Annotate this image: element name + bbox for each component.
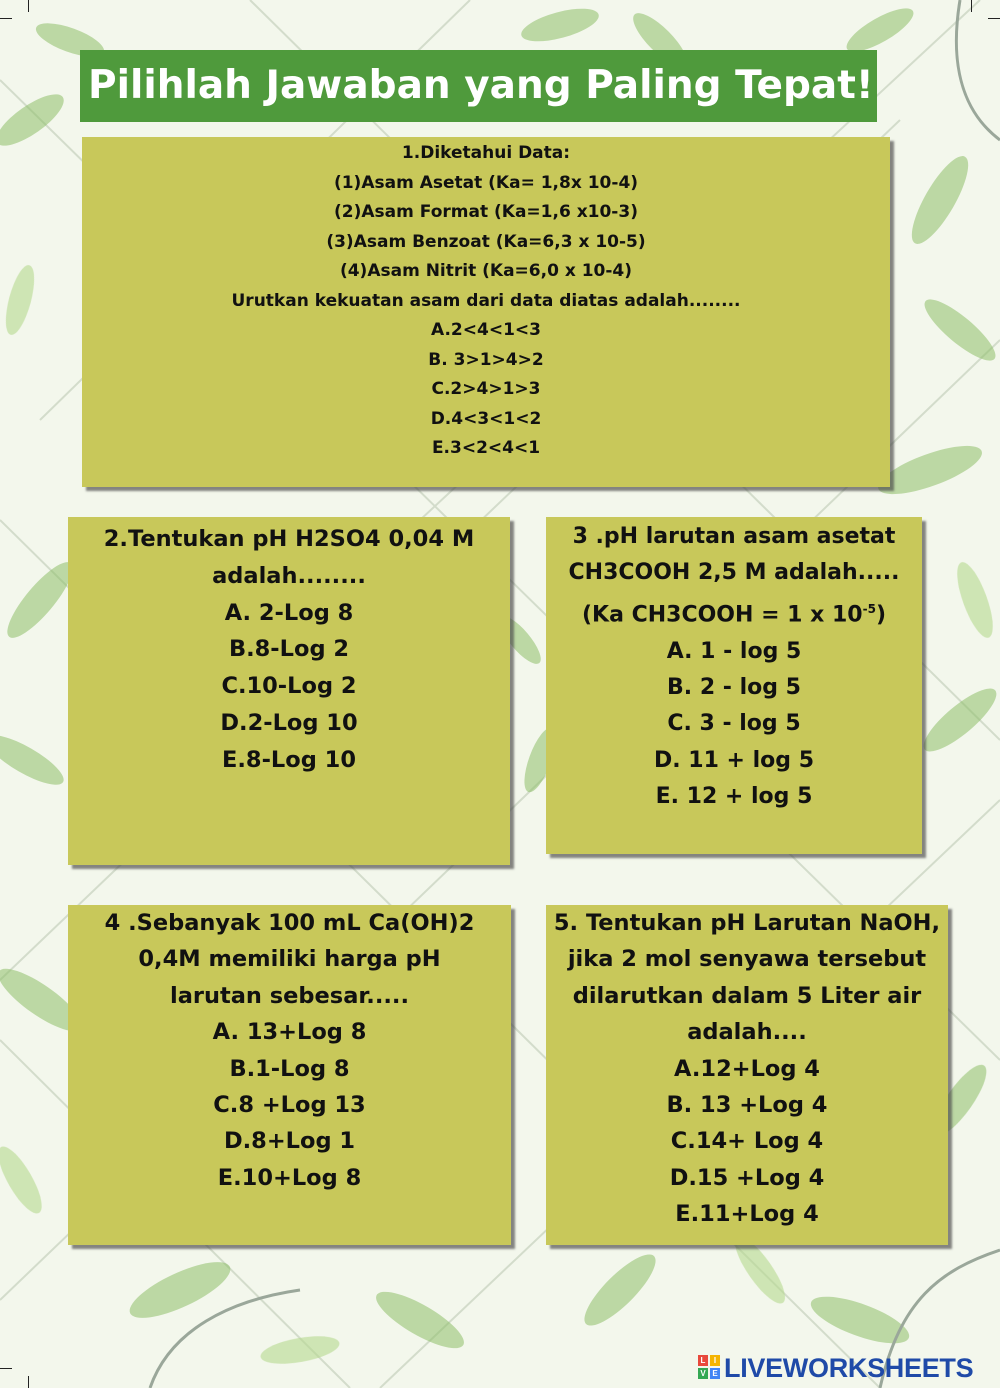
answer-option-b[interactable]: B. 2 - log 5 (667, 675, 801, 701)
question-card-4 (68, 905, 511, 1245)
answer-option-d[interactable]: D.4<3<1<2 (430, 408, 542, 429)
question-text: 5. Tentukan pH Larutan NaOH, (553, 910, 941, 936)
answer-option-c[interactable]: C.8 +Log 13 (213, 1092, 366, 1119)
question-text: 1.Diketahui Data: (401, 143, 571, 163)
answer-option-d[interactable]: D. 11 + log 5 (653, 747, 814, 773)
crop-mark (28, 1376, 29, 1388)
answer-option-e[interactable]: E. 12 + log 5 (655, 783, 813, 809)
answer-option-e[interactable]: E.3<2<4<1 (431, 438, 541, 458)
answer-option-e[interactable]: E.11+Log 4 (675, 1201, 819, 1228)
question-text: adalah.... (687, 1019, 807, 1046)
answer-option-c[interactable]: C.14+ Log 4 (670, 1128, 824, 1155)
question-text: 0,4M memiliki harga pH (138, 946, 441, 973)
answer-option-b[interactable]: B. 3>1>4>2 (428, 349, 544, 370)
answer-option-c[interactable]: C.2>4>1>3 (431, 379, 541, 399)
question-text: 3 .pH larutan asam asetat (572, 524, 896, 549)
answer-option-d[interactable]: D.8+Log 1 (223, 1128, 356, 1155)
answer-option-a[interactable]: A. 13+Log 8 (212, 1019, 367, 1046)
question-text: jika 2 mol senyawa tersebut (567, 946, 927, 973)
question-text: CH3COOH 2,5 M adalah..... (568, 560, 900, 586)
answer-option-a[interactable]: A. 2-Log 8 (224, 599, 354, 626)
liveworksheets-footer[interactable] (698, 1354, 973, 1382)
question-text: larutan sebesar..... (169, 982, 410, 1009)
question-text: dilarutkan dalam 5 Liter air (572, 982, 922, 1009)
question-text: 4 .Sebanyak 100 mL Ca(OH)2 (104, 910, 475, 936)
answer-option-e[interactable]: E.8-Log 10 (222, 746, 356, 773)
question-card-5 (546, 905, 948, 1245)
question-text: (4)Asam Nitrit (Ka=6,0 x 10-4) (339, 261, 633, 281)
answer-option-a[interactable]: A.2<4<1<3 (431, 320, 541, 340)
question-card-3 (546, 517, 922, 854)
answer-option-a[interactable]: A.12+Log 4 (674, 1055, 820, 1082)
answer-option-b[interactable]: B.8-Log 2 (228, 636, 350, 663)
liveworksheets-logo-icon: L I V E (698, 1355, 722, 1381)
question-card-1 (82, 137, 890, 487)
question-text: (3)Asam Benzoat (Ka=6,3 x 10-5) (326, 231, 646, 252)
crop-mark (0, 1368, 12, 1369)
answer-option-c[interactable]: C. 3 - log 5 (667, 711, 801, 737)
page-title: Pilihlah Jawaban yang Paling Tepat! (80, 50, 877, 122)
crop-mark (28, 0, 29, 12)
crop-mark (988, 18, 1000, 19)
question-text: Urutkan kekuatan asam dari data diatas adalah........ (231, 290, 741, 311)
answer-option-d[interactable]: D.15 +Log 4 (669, 1164, 825, 1191)
crop-mark (971, 0, 972, 12)
answer-option-d[interactable]: D.2-Log 10 (220, 709, 358, 736)
brand-name: LIVEWORKSHEETS (724, 1352, 974, 1383)
answer-option-e[interactable]: E.10+Log 8 (217, 1164, 362, 1191)
ka-exponent: -5 (862, 602, 876, 617)
question-text: adalah........ (212, 562, 366, 589)
answer-option-b[interactable]: B.1-Log 8 (229, 1055, 350, 1082)
ka-value-text: (Ka CH3COOH = 1 x $10^{-5}$) (581, 602, 887, 628)
answer-option-a[interactable]: A. 1 - log 5 (666, 638, 802, 664)
crop-mark (0, 18, 12, 19)
question-card-2 (68, 517, 510, 865)
answer-option-c[interactable]: C.10-Log 2 (221, 673, 357, 700)
question-text: 2.Tentukan pH H2SO4 0,04 M (103, 526, 475, 552)
question-text: (2)Asam Format (Ka=1,6 x10-3) (334, 202, 638, 222)
question-text: (1)Asam Asetat (Ka= 1,8x 10-4) (333, 172, 639, 193)
answer-option-b[interactable]: B. 13 +Log 4 (666, 1092, 828, 1119)
